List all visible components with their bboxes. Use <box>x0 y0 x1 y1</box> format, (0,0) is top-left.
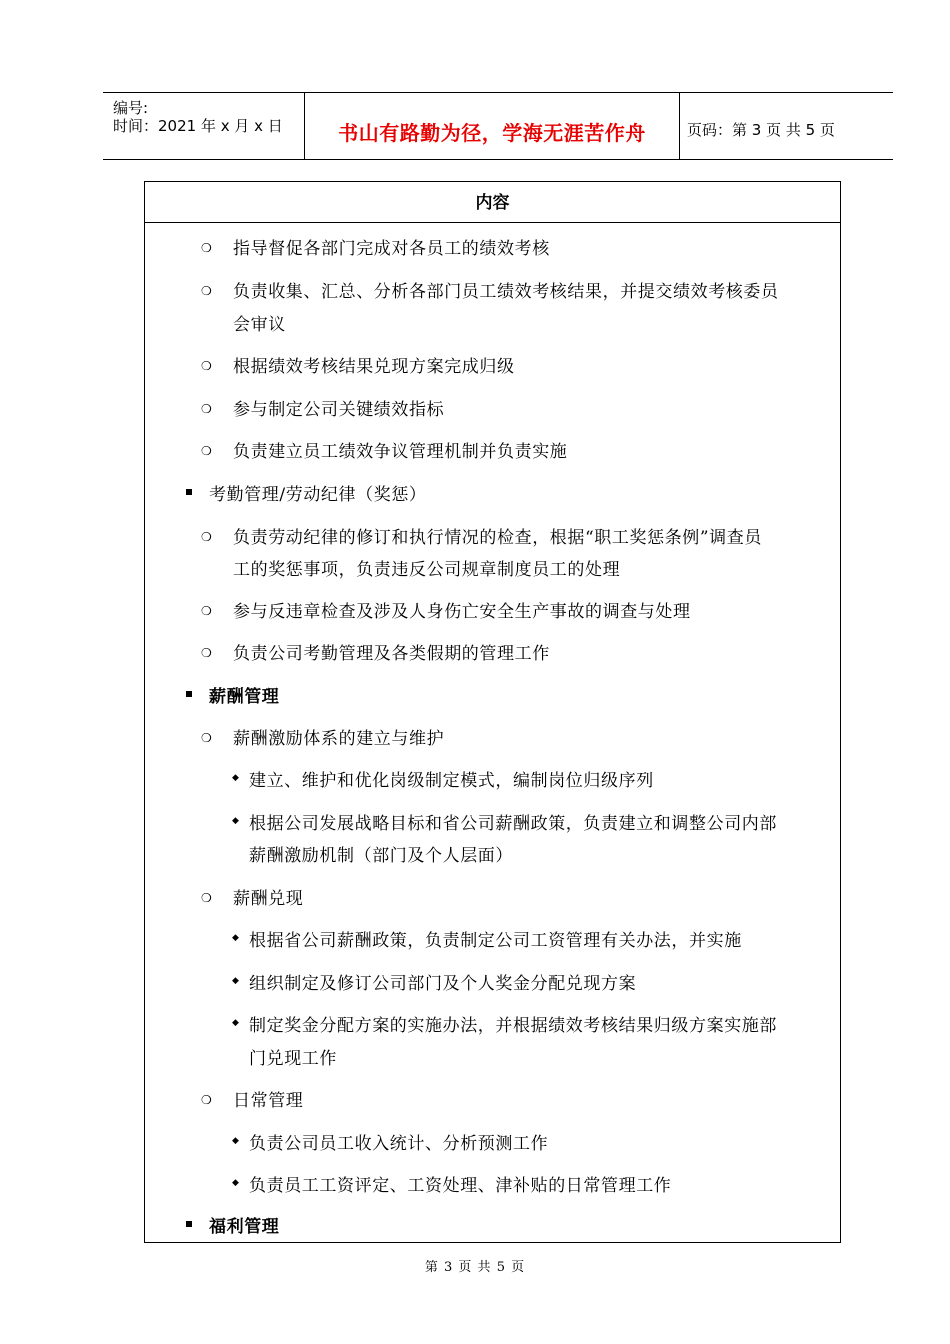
number-label: 编号: <box>113 99 149 117</box>
list-item: 负责公司考勤管理及各类假期的管理工作 <box>233 644 550 664</box>
circle-bullet-icon: ❍ <box>201 359 212 373</box>
square-bullet-icon <box>186 1221 192 1227</box>
circle-bullet-icon: ❍ <box>201 241 212 255</box>
sub-list-item: 根据省公司薪酬政策，负责制定公司工资管理有关办法，并实施 <box>249 931 742 951</box>
list-item: 参与制定公司关键绩效指标 <box>233 400 445 420</box>
square-bullet-icon <box>186 691 192 697</box>
list-item: 薪酬兑现 <box>233 889 304 909</box>
section-heading: 考勤管理/劳动纪律（奖惩） <box>209 485 427 505</box>
page-label: 页码：第 3 页 共 5 页 <box>687 121 835 139</box>
section-heading: 薪酬管理 <box>209 687 280 707</box>
sub-list-item-continuation: 门兑现工作 <box>249 1049 337 1069</box>
list-item: 负责收集、汇总、分析各部门员工绩效考核结果，并提交绩效考核委员 <box>233 282 779 302</box>
sub-list-item: 负责员工工资评定、工资处理、津补贴的日常管理工作 <box>249 1176 672 1196</box>
diamond-bullet-icon: ◆ <box>232 933 239 943</box>
circle-bullet-icon: ❍ <box>201 402 212 416</box>
motto-text: 书山有路勤为径，学海无涯苦作舟 <box>338 121 646 145</box>
diamond-bullet-icon: ◆ <box>232 976 239 986</box>
sub-list-item: 根据公司发展战略目标和省公司薪酬政策，负责建立和调整公司内部 <box>249 814 777 834</box>
time-label: 时间：2021 年 x 月 x 日 <box>113 117 283 135</box>
list-item: 参与反违章检查及涉及人身伤亡安全生产事故的调查与处理 <box>233 602 691 622</box>
content-table <box>144 181 841 1243</box>
circle-bullet-icon: ❍ <box>201 646 212 660</box>
list-item: 指导督促各部门完成对各员工的绩效考核 <box>233 239 550 259</box>
header-page-cell <box>679 93 893 159</box>
diamond-bullet-icon: ◆ <box>232 1178 239 1188</box>
sub-list-item-continuation: 薪酬激励机制（部门及个人层面） <box>249 846 513 866</box>
header-motto-cell <box>304 93 680 159</box>
document-header <box>103 92 893 160</box>
sub-list-item: 负责公司员工收入统计、分析预测工作 <box>249 1134 549 1154</box>
list-item: 薪酬激励体系的建立与维护 <box>233 729 445 749</box>
sub-list-item: 组织制定及修订公司部门及个人奖金分配兑现方案 <box>249 974 637 994</box>
diamond-bullet-icon: ◆ <box>232 1136 239 1146</box>
circle-bullet-icon: ❍ <box>201 284 212 298</box>
diamond-bullet-icon: ◆ <box>232 773 239 783</box>
square-bullet-icon <box>186 489 192 495</box>
content-column-header: 内容 <box>145 182 840 223</box>
list-item: 日常管理 <box>233 1091 304 1111</box>
circle-bullet-icon: ❍ <box>201 444 212 458</box>
circle-bullet-icon: ❍ <box>201 530 212 544</box>
section-heading: 福利管理 <box>209 1217 280 1237</box>
circle-bullet-icon: ❍ <box>201 604 212 618</box>
circle-bullet-icon: ❍ <box>201 891 212 905</box>
sub-list-item: 制定奖金分配方案的实施办法，并根据绩效考核结果归级方案实施部 <box>249 1016 777 1036</box>
list-item: 根据绩效考核结果兑现方案完成归级 <box>233 357 515 377</box>
circle-bullet-icon: ❍ <box>201 1093 212 1107</box>
diamond-bullet-icon: ◆ <box>232 1018 239 1028</box>
diamond-bullet-icon: ◆ <box>232 816 239 826</box>
circle-bullet-icon: ❍ <box>201 731 212 745</box>
page-footer: 第 3 页 共 5 页 <box>424 1260 526 1275</box>
list-item: 负责建立员工绩效争议管理机制并负责实施 <box>233 442 568 462</box>
header-meta-cell <box>103 93 303 159</box>
sub-list-item: 建立、维护和优化岗级制定模式，编制岗位归级序列 <box>249 771 654 791</box>
list-item-continuation: 工的奖惩事项，负责违反公司规章制度员工的处理 <box>233 560 621 580</box>
list-item-continuation: 会审议 <box>233 315 286 335</box>
list-item: 负责劳动纪律的修订和执行情况的检查，根据“职工奖惩条例”调查员 <box>233 528 762 548</box>
